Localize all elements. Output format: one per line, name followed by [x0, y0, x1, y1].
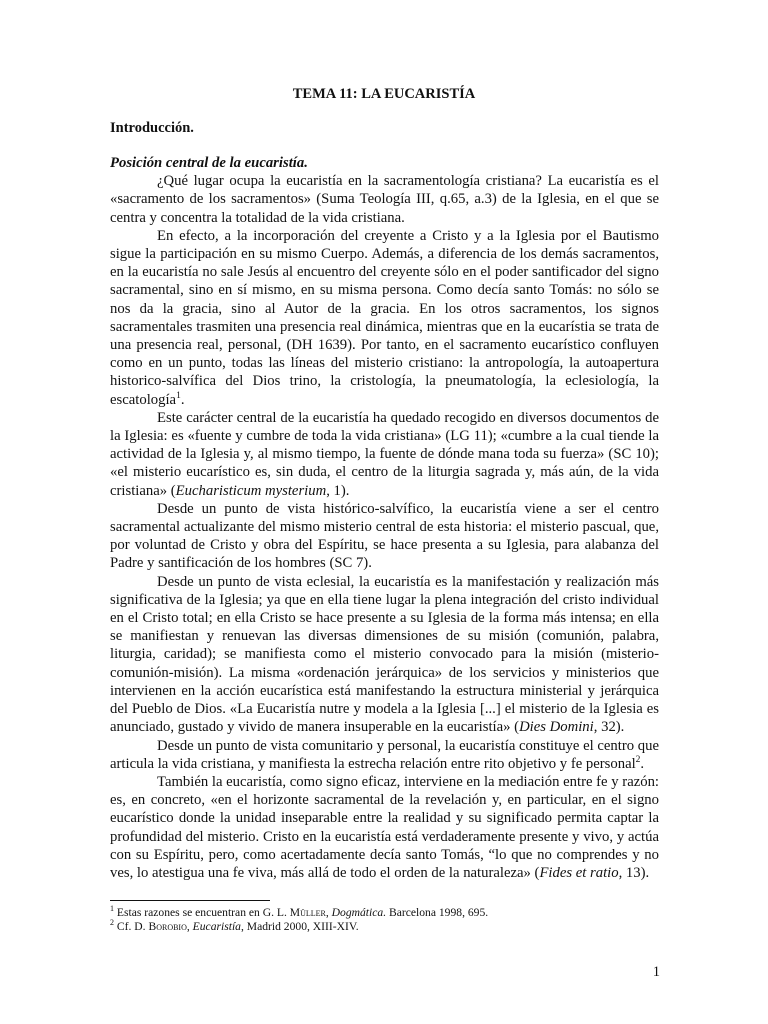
paragraph: En efecto, a la incorporación del creyente a Cristo y a la Iglesia por el Bautismo sigue la participación en su mismo Cuerpo. Además, a diferencia de los demás sacramentos, en la eucaristía no sale Jesús al encuentro del creyente sólo en el poder santificador del signo sacramental, sino en sí mismo, en su misma persona. Como decía santo Tomás: no sólo se nos da la gracia, sino al Autor de la gracia. En los otros sacramentos, los signos sacramentales trasmiten una presencia real dinámica, mientras que en la eucarístia se trata de una presencia real, personal, (DH 1639). Por tanto, en el sacramento eucarístico confluyen como en un punto, todas las líneas del misterio cristiano: la antropología, la autoapertura historico-salvífica del Dios trino, la cristología, la pneumatología, la eclesiología, la escatología$^1$.: [110, 227, 659, 408]
paragraph: ¿Qué lugar ocupa la eucaristía en la sacramentología cristiana? La eucaristía es el «sacramento de los sacramentos» (Suma Teología III, q.65, a.3) de la Iglesia, en el que se centra y concentra la totalidad de la vida cristiana.: [110, 173, 659, 226]
paragraph: Desde un punto de vista histórico-salvífico, la eucaristía viene a ser el centro sacramental actualizante del mismo misterio central de esta historia: el misterio pascual, que, por voluntad de Cristo y obra del Espíritu, se hace presenta a su Iglesia, para alabanza del Padre y santificación de los hombres (SC 7).: [110, 500, 659, 572]
footnotes: [110, 906, 659, 934]
author-name: Borobio: [148, 920, 187, 933]
body-text: [110, 154, 659, 882]
footnote-reference: 1: [176, 390, 181, 401]
footnote: $^1$ Estas razones se encuentran en G. L. Müller, Dogmática. Barcelona 1998, 695.: [110, 904, 489, 919]
footnote: $^2$ Cf. D. Borobio, Eucaristía, Madrid 2000, XIII-XIV.: [110, 918, 359, 933]
citation-title: Fides et ratio: [539, 864, 619, 881]
paragraph: Desde un punto de vista eclesial, la eucaristía es la manifestación y realización más significativa de la Iglesia; ya que en ella tiene lugar la plena integración del cristo individual en el Cristo total; en ella Cristo se hace presente a su Iglesia de la forma más intensa; en ella se manifiestan y renuevan las diversas dimensiones de su misión (comunión, palabra, liturgia, caridad); se manifiesta como el misterio convocado para la misión (misterio-comunión-misión). La misma «ordenación jerárquica» de los servicios y ministerios que intervienen en la acción eucarística está manifestando la estructura ministerial y jerárquica del Pueblo de Dios. «La Eucaristía nutre y modela a la Iglesia [...] el misterio de la Iglesia es anunciado, gustado y vivido de manera insuperable en la eucaristía» (Dies Domini, 32).: [110, 573, 659, 736]
intro-heading: Introducción.: [110, 120, 194, 136]
footnote-reference: 2: [635, 754, 641, 765]
paragraph: También la eucaristía, como signo eficaz, interviene en la mediación entre fe y razón: es, en concreto, «en el horizonte sacramental de la revelación y, en particular, en el signo eucarístico donde la unidad inseparable entre la realidad y su significado permita captar la profundidad del misterio. Cristo en la eucaristía está verdaderamente presente y vivo, y actúa con su Espíritu, pero, como acertadamente decía santo Tomás, “lo que no comprendes y no ves, lo atestigua una fe viva, más allá de todo el orden de la naturaleza» (Fides et ratio, 13).: [110, 773, 659, 881]
citation-title: Eucharisticum mysterium: [175, 482, 327, 499]
page-title: TEMA 11: LA EUCARISTÍA: [292, 86, 476, 102]
paragraph: Desde un punto de vista comunitario y personal, la eucaristía constituye el centro que articula la vida cristiana, y manifiesta la estrecha relación entre rito objetivo y fe personal$^2$.: [110, 737, 659, 772]
paragraph: Este carácter central de la eucaristía ha quedado recogido en diversos documentos de la Iglesia: es «fuente y cumbre de toda la vida cristiana» (LG 11); «cumbre a la cual tiende la actividad de la Iglesia y, al mismo tiempo, la fuente de dónde mana toda su fuerza» (SC 10); «el misterio eucarístico es, sin duda, el centro de la liturgia sagrada y, más aún, de la vida cristiana» (Eucharisticum mysterium, 1).: [110, 409, 659, 499]
author-name: Müller: [289, 906, 326, 919]
footnote-divider: [110, 900, 270, 901]
page-number: 1: [652, 964, 660, 980]
citation-title: Dies Domini: [519, 719, 594, 736]
section-heading: Posición central de la eucaristía.: [110, 155, 308, 171]
